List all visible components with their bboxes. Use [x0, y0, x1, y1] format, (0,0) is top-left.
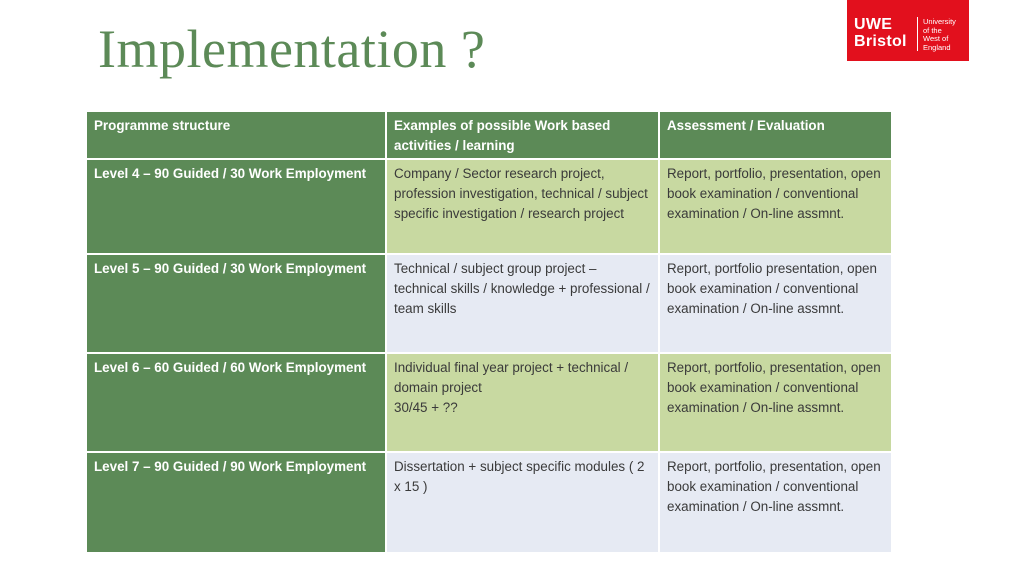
level-cell: Level 7 – 90 Guided / 90 Work Employment — [86, 452, 386, 553]
assessment-cell: Report, portfolio presentation, open book examination / conventional examination / On-line assmnt. — [659, 254, 892, 353]
logo-bristol: Bristol — [854, 33, 907, 50]
logo-uwe: UWE — [854, 16, 893, 33]
activities-cell — [386, 452, 659, 553]
activities-text: Company / Sector research project, profession investigation, technical / subject specific investigation / research project — [394, 166, 648, 221]
assessment-cell: Report, portfolio, presentation, open book examination / conventional examination / On-line assmnt. — [659, 353, 892, 452]
level-cell: Level 4 – 90 Guided / 30 Work Employment — [86, 159, 386, 254]
table-row — [86, 452, 892, 553]
logo-wordmark — [854, 16, 907, 50]
logo-small-line: West of — [923, 34, 949, 44]
assessment-cell: Report, portfolio, presentation, open book examination / conventional examination / On-line assmnt. — [659, 159, 892, 254]
implementation-table — [85, 110, 893, 554]
activities-text: Individual final year project + technical / domain project — [394, 360, 629, 395]
table-row — [86, 353, 892, 452]
level-cell: Level 6 – 60 Guided / 60 Work Employment — [86, 353, 386, 452]
table-header-row — [86, 111, 892, 159]
assessment-cell: Report, portfolio, presentation, open book examination / conventional examination / On-line assmnt. — [659, 452, 892, 553]
logo-small-line: of the — [923, 25, 942, 35]
activities-cell — [386, 159, 659, 254]
table-row — [86, 159, 892, 254]
logo-small-line: England — [923, 42, 951, 52]
table-row — [86, 254, 892, 353]
uwe-bristol-logo — [847, 0, 969, 61]
logo-divider — [917, 17, 918, 51]
logo-small-line: University — [923, 17, 956, 26]
activities-cell — [386, 353, 659, 452]
page-title: Implementation ? — [98, 19, 486, 79]
header-programme-structure: Programme structure — [86, 111, 386, 159]
activities-cell — [386, 254, 659, 353]
activities-text: Technical / subject group project – technical skills / knowledge + professional / team skills — [394, 261, 650, 316]
activities-text: Dissertation + subject specific modules ( 2 x 15 ) — [394, 459, 645, 494]
activities-text: 30/45 + ?? — [394, 400, 458, 415]
level-cell: Level 5 – 90 Guided / 30 Work Employment — [86, 254, 386, 353]
logo-university-text — [923, 18, 956, 52]
header-work-based-activities: Examples of possible Work based activities / learning — [386, 111, 659, 159]
header-assessment: Assessment / Evaluation — [659, 111, 892, 159]
